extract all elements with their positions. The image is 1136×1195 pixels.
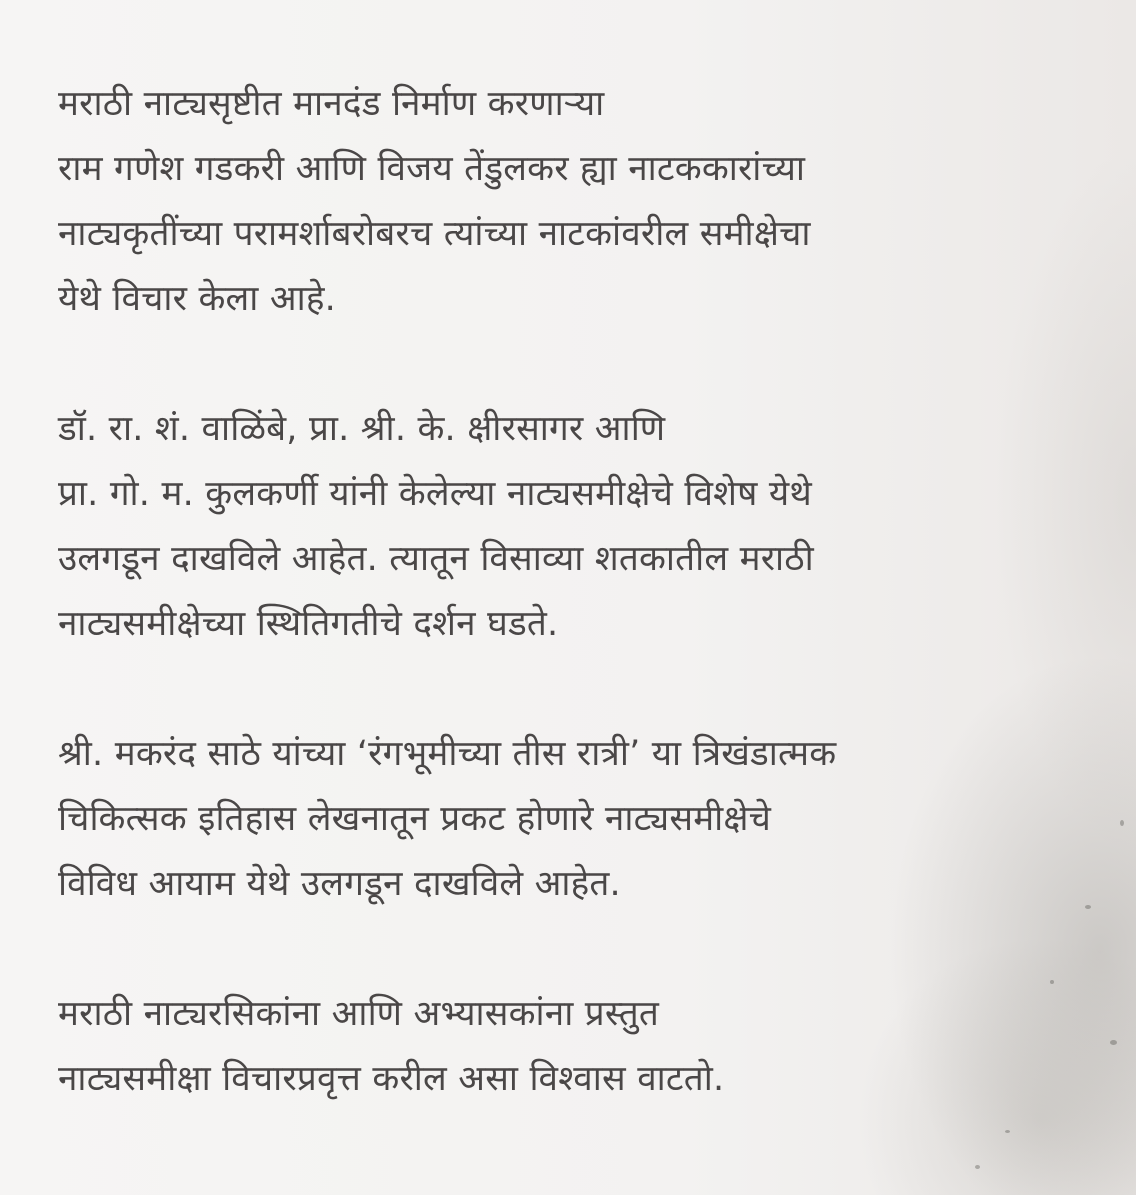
text-line: नाट्यसमीक्षा विचारप्रवृत्त करील असा विश्वास वाटतो. bbox=[58, 1059, 725, 1099]
paragraph-2 bbox=[58, 397, 1108, 657]
text-line: नाट्यसमीक्षेच्या स्थितिगतीचे दर्शन घडते. bbox=[58, 604, 559, 644]
blurb-text bbox=[58, 72, 1108, 1177]
text-line: मराठी नाट्यसृष्टीत मानदंड निर्माण करणाऱ्या bbox=[58, 84, 605, 124]
paper-speck bbox=[1120, 820, 1124, 826]
text-line: विविध आयाम येथे उलगडून दाखविले आहेत. bbox=[58, 864, 621, 904]
text-line: राम गणेश गडकरी आणि विजय तेंडुलकर ह्या नाटककारांच्या bbox=[58, 149, 806, 189]
paragraph-3 bbox=[58, 722, 1108, 917]
text-line: चिकित्सक इतिहास लेखनातून प्रकट होणारे नाट्यसमीक्षेचे bbox=[58, 799, 772, 839]
paragraph-1 bbox=[58, 72, 1108, 332]
paragraph-4 bbox=[58, 982, 1108, 1112]
text-line: प्रा. गो. म. कुलकर्णी यांनी केलेल्या नाट्यसमीक्षेचे विशेष येथे bbox=[58, 474, 812, 514]
text-line: मराठी नाट्यरसिकांना आणि अभ्यासकांना प्रस्तुत bbox=[58, 994, 660, 1034]
text-line: श्री. मकरंद साठे यांच्या ‘रंगभूमीच्या तीस रात्री’ या त्रिखंडात्मक bbox=[58, 734, 837, 774]
text-line: उलगडून दाखविले आहेत. त्यातून विसाव्या शतकातील मराठी bbox=[58, 539, 814, 579]
text-line: डॉ. रा. शं. वाळिंबे, प्रा. श्री. के. क्षीरसागर आणि bbox=[58, 409, 666, 449]
paper-speck bbox=[1110, 1040, 1117, 1045]
text-line: येथे विचार केला आहे. bbox=[58, 279, 336, 319]
text-line: नाट्यकृतींच्या परामर्शाबरोबरच त्यांच्या नाटकांवरील समीक्षेचा bbox=[58, 214, 811, 254]
